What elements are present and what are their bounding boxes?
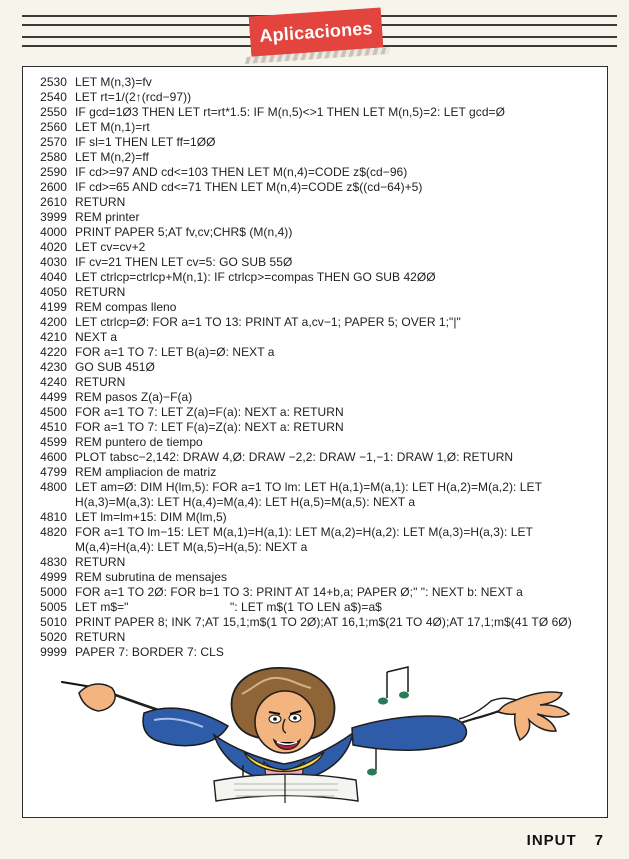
line-code: FOR a=1 TO lm−15: LET M(a,1)=H(a,1): LET M(a,2)=H(a,2): LET M(a,3)=H(a,3): LET M(a,4)=H(a,4): LET M(a,5)=H(a,5): NEXT a	[75, 525, 537, 554]
line-code: LET M(n,1)=rt	[75, 120, 150, 134]
line-number: 4199	[40, 300, 67, 314]
line-number: 4599	[40, 435, 67, 449]
code-line	[23, 135, 609, 150]
line-number: 4040	[40, 270, 67, 284]
code-line	[23, 165, 609, 180]
line-number: 4820	[40, 525, 67, 539]
line-number: 4999	[40, 570, 67, 584]
line-number: 5005	[40, 600, 67, 614]
line-code: FOR a=1 TO 7: LET B(a)=Ø: NEXT a	[75, 345, 275, 359]
conductor-illustration	[46, 656, 596, 812]
code-line	[23, 210, 609, 225]
code-line	[23, 585, 609, 600]
line-number: 9999	[40, 645, 67, 659]
code-line	[23, 270, 609, 285]
line-code: REM subrutina de mensajes	[75, 570, 227, 584]
code-line	[23, 525, 609, 555]
line-number: 2610	[40, 195, 67, 209]
line-number: 4600	[40, 450, 67, 464]
line-code: IF gcd=1Ø3 THEN LET rt=rt*1.5: IF M(n,5)<>1 THEN LET M(n,5)=2: LET gcd=Ø	[75, 105, 505, 119]
line-code: PRINT PAPER 5;AT fv,cv;CHR$ (M(n,4))	[75, 225, 293, 239]
code-line	[23, 555, 609, 570]
line-number: 4499	[40, 390, 67, 404]
code-line	[23, 300, 609, 315]
code-line	[23, 480, 609, 510]
line-code: NEXT a	[75, 330, 118, 344]
line-code: IF cd>=97 AND cd<=103 THEN LET M(n,4)=CODE z$(cd−96)	[75, 165, 408, 179]
basic-listing	[23, 75, 609, 660]
conductor-left-arm-icon	[62, 682, 228, 746]
line-number: 4230	[40, 360, 67, 374]
line-code: REM compas lleno	[75, 300, 177, 314]
line-number: 4050	[40, 285, 67, 299]
code-line	[23, 465, 609, 480]
music-stand-icon	[214, 774, 358, 803]
line-code: LET M(n,3)=fv	[75, 75, 152, 89]
line-code: LET ctrlcp=Ø: FOR a=1 TO 13: PRINT AT a,cv−1; PAPER 5; OVER 1;"|"	[75, 315, 461, 329]
code-line	[23, 180, 609, 195]
line-number: 2560	[40, 120, 67, 134]
conductor-head-icon	[232, 668, 335, 753]
line-number: 4220	[40, 345, 67, 359]
line-number: 5010	[40, 615, 67, 629]
code-line	[23, 345, 609, 360]
code-line	[23, 240, 609, 255]
code-line	[23, 105, 609, 120]
line-code: RETURN	[75, 285, 126, 299]
line-number: 2550	[40, 105, 67, 119]
line-code: FOR a=1 TO 7: LET F(a)=Z(a): NEXT a: RETURN	[75, 420, 344, 434]
code-line	[23, 195, 609, 210]
code-line	[23, 510, 609, 525]
line-number: 4020	[40, 240, 67, 254]
line-number: 4210	[40, 330, 67, 344]
code-line	[23, 390, 609, 405]
code-line	[23, 405, 609, 420]
line-number: 4030	[40, 255, 67, 269]
code-line	[23, 255, 609, 270]
line-code: LET lm=lm+15: DIM M(lm,5)	[75, 510, 227, 524]
line-number: 4000	[40, 225, 67, 239]
code-line	[23, 435, 609, 450]
line-code: RETURN	[75, 630, 126, 644]
code-line	[23, 285, 609, 300]
line-code: REM puntero de tiempo	[75, 435, 203, 449]
code-line	[23, 120, 609, 135]
line-code: REM pasos Z(a)−F(a)	[75, 390, 193, 404]
code-line	[23, 330, 609, 345]
line-code: PLOT tabsc−2,142: DRAW 4,Ø: DRAW −2,2: DRAW −1,−1: DRAW 1,Ø: RETURN	[75, 450, 514, 464]
line-number: 2530	[40, 75, 67, 89]
line-number: 4510	[40, 420, 67, 434]
section-tab-label: Aplicaciones	[258, 17, 374, 46]
magazine-name: INPUT	[526, 832, 577, 849]
line-code: LET am=Ø: DIM H(lm,5): FOR a=1 TO lm: LET H(a,1)=M(a,1): LET H(a,2)=M(a,2): LET H(a,3)=M(a,3): LET H(a,4)=M(a,4): LET H(a,5)=M(a,5): NEXT a	[75, 480, 546, 509]
code-line	[23, 450, 609, 465]
code-line	[23, 150, 609, 165]
line-code: LET m$=" ": LET m$(1 TO LEN a$)=a$	[75, 600, 382, 614]
line-number: 2570	[40, 135, 67, 149]
line-number: 5020	[40, 630, 67, 644]
line-code: IF cd>=65 AND cd<=71 THEN LET M(n,4)=CODE z$((cd−64)+5)	[75, 180, 423, 194]
line-number: 4240	[40, 375, 67, 389]
code-line	[23, 360, 609, 375]
section-tab	[249, 7, 383, 56]
line-code: LET M(n,2)=ff	[75, 150, 149, 164]
code-line	[23, 570, 609, 585]
page-number: 7	[594, 832, 603, 849]
page-footer	[527, 832, 603, 849]
line-code: IF cv=21 THEN LET cv=5: GO SUB 55Ø	[75, 255, 293, 269]
line-code: PAPER 7: BORDER 7: CLS	[75, 645, 224, 659]
code-line	[23, 90, 609, 105]
line-code: IF sl=1 THEN LET ff=1ØØ	[75, 135, 216, 149]
line-code: FOR a=1 TO 2Ø: FOR b=1 TO 3: PRINT AT 14+b,a; PAPER Ø;" ": NEXT b: NEXT a	[75, 585, 523, 599]
line-number: 2580	[40, 150, 67, 164]
line-code: FOR a=1 TO 7: LET Z(a)=F(a): NEXT a: RETURN	[75, 405, 344, 419]
line-number: 4830	[40, 555, 67, 569]
line-code: LET rt=1/(2↑(rcd−97))	[75, 90, 192, 104]
line-code: RETURN	[75, 195, 126, 209]
line-number: 3999	[40, 210, 67, 224]
line-code: PRINT PAPER 8; INK 7;AT 15,1;m$(1 TO 2Ø);AT 16,1;m$(21 TO 4Ø);AT 17,1;m$(41 TØ 6Ø)	[75, 615, 572, 629]
line-number: 4810	[40, 510, 67, 524]
code-line	[23, 420, 609, 435]
line-number: 4799	[40, 465, 67, 479]
line-code: LET cv=cv+2	[75, 240, 146, 254]
line-code: GO SUB 451Ø	[75, 360, 155, 374]
code-line	[23, 375, 609, 390]
line-code: RETURN	[75, 375, 126, 389]
line-code: REM printer	[75, 210, 140, 224]
line-number: 4800	[40, 480, 67, 494]
code-line	[23, 315, 609, 330]
line-code: LET ctrlcp=ctrlcp+M(n,1): IF ctrlcp>=compas THEN GO SUB 42ØØ	[75, 270, 436, 284]
line-number: 4500	[40, 405, 67, 419]
line-number: 2540	[40, 90, 67, 104]
line-number: 2590	[40, 165, 67, 179]
line-code: REM ampliacion de matriz	[75, 465, 217, 479]
code-line	[23, 600, 609, 615]
code-line	[23, 225, 609, 240]
code-line	[23, 630, 609, 645]
code-line	[23, 615, 609, 630]
line-number: 5000	[40, 585, 67, 599]
line-number: 4200	[40, 315, 67, 329]
code-line	[23, 75, 609, 90]
line-number: 2600	[40, 180, 67, 194]
line-code: RETURN	[75, 555, 126, 569]
